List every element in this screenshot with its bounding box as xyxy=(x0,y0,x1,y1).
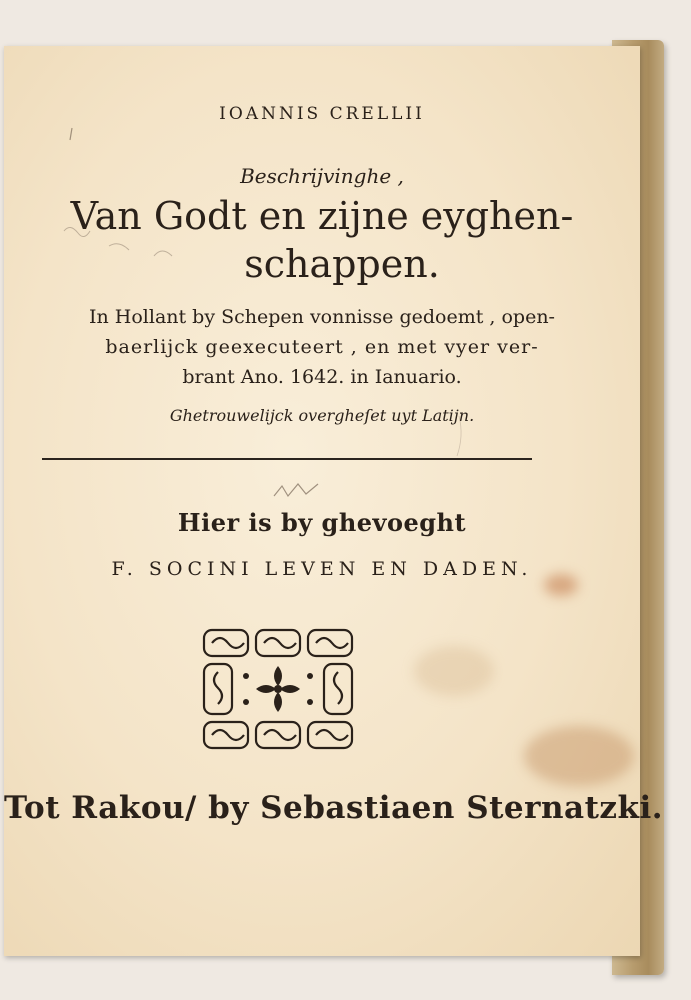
imprint: Tot Rakou/ by Sebastiaen Sternatzki. xyxy=(4,790,664,826)
main-title-line-1: Van Godt en zijne eyghen- xyxy=(70,194,574,238)
translation-note: Ghetrouwelijck overgheſet uyt Latijn. xyxy=(169,406,475,425)
appended-note: Hier is by ghevoeght xyxy=(177,508,467,537)
author-name: IOANNIS CRELLII xyxy=(219,104,425,124)
description-line-2: baerlijck geexecuteert , en met vyer ver- xyxy=(105,336,539,358)
description-line-1: In Hollant by Schepen vonnisse gedoemt , open- xyxy=(89,306,555,328)
main-title-line-2: schappen. xyxy=(244,242,440,286)
title-page xyxy=(4,46,664,956)
horizontal-rule xyxy=(42,458,532,460)
fleuron-printers-ornament-icon xyxy=(200,626,356,752)
appended-title: F. SOCINI LEVEN EN DADEN. xyxy=(111,558,533,580)
subtitle: Beschrijvinghe , xyxy=(240,164,404,188)
description-line-3: brant Ano. 1642. in Ianuario. xyxy=(182,366,462,388)
